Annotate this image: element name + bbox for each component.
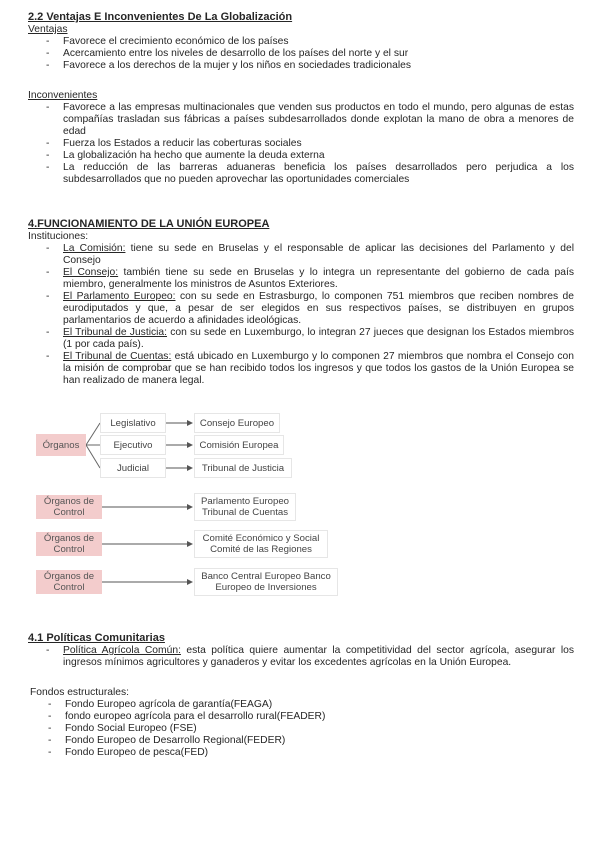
control-target-2: Comité Económico y Social Comité de las Regiones xyxy=(194,530,328,558)
list-item xyxy=(28,645,574,669)
instituciones-label: Instituciones: xyxy=(28,231,89,242)
list-item: - Favorece el crecimiento económico de los países xyxy=(28,36,574,48)
control-target-1: Parlamento Europeo Tribunal de Cuentas xyxy=(194,493,296,521)
ejecutivo-box: Ejecutivo xyxy=(100,435,166,455)
ventajas-label: Ventajas xyxy=(28,24,68,35)
section-title: 4.FUNCIONAMIENTO DE LA UNIÓN EUROPEA xyxy=(28,218,270,230)
control-box-3: Órganos de Control xyxy=(36,570,102,594)
section-politicas xyxy=(28,632,574,669)
tribunal-box: Tribunal de Justicia xyxy=(194,458,292,478)
fondos-label: Fondos estructurales: xyxy=(30,687,130,698)
comision-box: Comisión Europea xyxy=(194,435,284,455)
section-title: 2.2 Ventajas E Inconvenientes De La Globalización xyxy=(28,11,293,23)
list-item: - Fondo Europeo de pesca(FED) xyxy=(30,747,576,759)
list-item: - La globalización ha hecho que aumente la deuda externa xyxy=(28,150,574,162)
definition: también tiene su sede en Bruselas y lo integra un representante del gobierno de cada país miembro, generalmente los ministros de Asuntos Exteriores. xyxy=(63,267,575,290)
branch-line xyxy=(86,423,100,445)
section-title: 4.1 Políticas Comunitarias xyxy=(28,632,165,644)
legislativo-box: Legislativo xyxy=(100,413,166,433)
definition: esta política quiere aumentar la competitividad del sector agrícola, asegurar los ingresos mínimos agricultores y ganaderos y evitar los excedentes agrícolas en la Unión Europea. xyxy=(63,645,575,668)
list-item: - fondo europeo agrícola para el desarrollo rural(FEADER) xyxy=(30,711,576,723)
section-fondos xyxy=(30,687,576,759)
term: El Parlamento Europeo: xyxy=(63,291,176,302)
fondos-list xyxy=(30,699,576,759)
list-item: - Fondo Europeo agrícola de garantía(FEAGA) xyxy=(30,699,576,711)
term: Política Agrícola Común: xyxy=(63,645,181,656)
list-item: - La reducción de las barreras aduaneras beneficia los países desarrollados pero perjudica a los subdesarrollados que no pueden aprovechar las oportunidades comerciales xyxy=(28,162,574,186)
consejo-box: Consejo Europeo xyxy=(194,413,280,433)
judicial-box: Judicial xyxy=(100,458,166,478)
term: La Comisión: xyxy=(63,243,126,254)
control-box-1: Órganos de Control xyxy=(36,495,102,519)
control-box-2: Órganos de Control xyxy=(36,532,102,556)
definition: tiene su sede en Bruselas y el responsable de aplicar las decisiones del Parlamento y del Consejo xyxy=(63,243,574,266)
list-item: - Acercamiento entre los niveles de desarrollo de los países del norte y el sur xyxy=(28,48,574,60)
term: El Tribunal de Cuentas: xyxy=(63,351,172,362)
branch-line xyxy=(86,445,100,468)
list-item: - Favorece a los derechos de la mujer y los niños en sociedades tradicionales xyxy=(28,60,574,72)
organos-box: Órganos xyxy=(36,434,86,456)
definition: con su sede en Estrasburgo, lo componen 751 miembros que reciben nombres de eurodiputados y que, a pesar de ser elegidos en sus respectivos países, se distribuyen en grupos parlamentarios de acuerdo a afinidades ideológicas. xyxy=(63,291,574,326)
inconvenientes-label: Inconvenientes xyxy=(28,90,98,101)
definition: con su sede en Luxemburgo, lo integran 27 jueces que designan los Estados miembros (1 por cada país). xyxy=(63,327,574,350)
list-item: - Favorece a las empresas multinacionales que venden sus productos en todo el mundo, pero algunas de estas compañías trasladan sus fábricas a países subdesarrollados donde explotan la mano de obra a menores de edad xyxy=(28,102,574,138)
list-item: - Fondo Europeo de Desarrollo Regional(FEDER) xyxy=(30,735,576,747)
term: El Tribunal de Justicia: xyxy=(63,327,168,338)
definition: está ubicado en Luxemburgo y lo componen 27 miembros que nombra el Consejo con la misión de comprobar que se han recibido todos los ingresos y que todos los gastos de la Unión Europea se han realizado de manera legal. xyxy=(63,351,574,386)
control-target-3: Banco Central Europeo Banco Europeo de Inversiones xyxy=(194,568,338,596)
list-item: - Fondo Social Europeo (FSE) xyxy=(30,723,576,735)
term: El Consejo: xyxy=(63,267,119,278)
list-item: - Fuerza los Estados a reducir las coberturas sociales xyxy=(28,138,574,150)
politicas-list xyxy=(28,645,574,669)
